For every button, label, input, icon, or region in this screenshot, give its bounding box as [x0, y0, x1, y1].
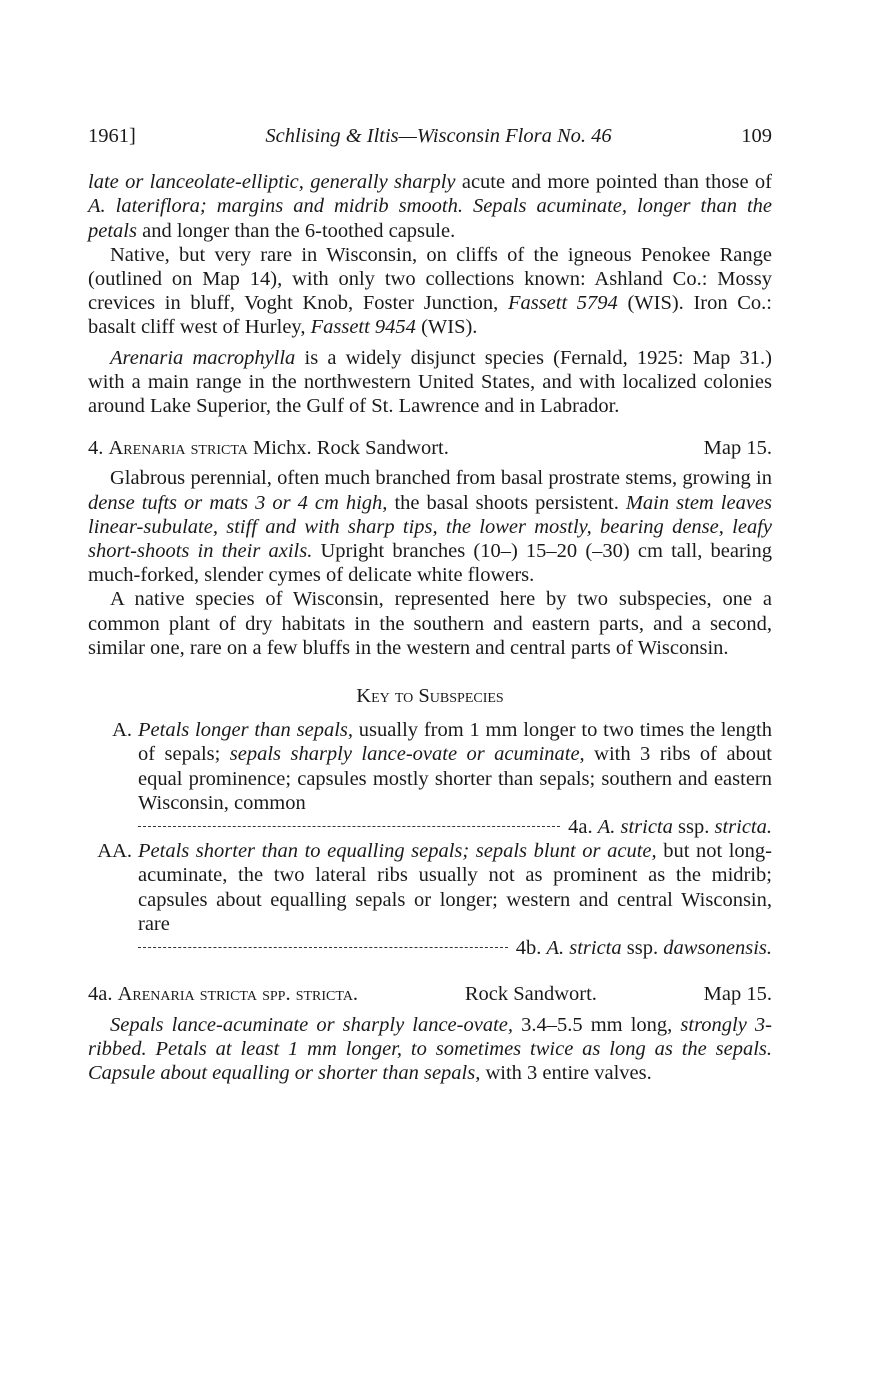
text: Glabrous perennial, often much branched from basal prostrate stems, growing in — [110, 467, 772, 490]
paragraph-distribution — [88, 243, 772, 340]
italic-text: strongly 3-ribbed. Petals at least 1 mm longer, to sometimes twice as long as the sepals. Capsule about equalling or shorter than sepals, — [88, 1013, 773, 1084]
text: the basal shoots persistent. — [387, 491, 626, 514]
text: usually from 1 mm longer to two times the length of sepals; — [138, 719, 772, 766]
text: and longer than the 6-toothed capsule. — [136, 219, 456, 242]
text: acute and more pointed than those of — [455, 171, 772, 194]
text: 4a. — [568, 816, 598, 839]
species-title — [88, 436, 449, 460]
running-head — [88, 124, 772, 148]
italic-text: Sepals lance-acuminate or sharply lance-ovate, — [110, 1013, 514, 1036]
italic-text: A. stricta — [546, 937, 622, 960]
key-text — [138, 718, 772, 815]
species-authority: Michx. Rock Sandwort. — [247, 437, 449, 460]
key-lead-line — [138, 815, 772, 839]
italic-text: stricta. — [714, 816, 772, 839]
italic-text: Fassett 5794 — [507, 292, 618, 315]
subspecies-epithet: stricta. — [295, 983, 359, 1006]
leader-dashes — [138, 826, 560, 827]
text: with 3 ribs of about equal prominence; capsules mostly shorter than sepals; southern and eastern Wisconsin, common — [138, 743, 772, 814]
year-label: 1961] — [88, 125, 136, 147]
text: with 3 entire valves. — [480, 1061, 652, 1084]
paragraph-leaf-description — [88, 170, 772, 243]
italic-text: Petals longer than sepals, — [138, 719, 353, 742]
italic-text: A. stricta — [597, 816, 673, 839]
text: (WIS). — [415, 316, 478, 339]
italic-text: sepals sharply lance-ovate or acuminate, — [229, 743, 585, 766]
italic-text: Petals shorter than to equalling sepals; sepals blunt or acute, — [138, 840, 657, 863]
subspecies-name: Arenaria stricta — [117, 983, 257, 1006]
paragraph-range — [88, 346, 772, 419]
italic-text: dense tufts or mats 3 or 4 cm high, — [88, 491, 388, 514]
text: Upright branches (10–) 15–20 (–30) cm tall, bearing much-forked, slender cymes of delicate white flowers. — [88, 540, 772, 587]
text: 4b. — [515, 937, 547, 960]
text: but not long-acuminate, the two lateral ribs usually not as prominent as the midrib; capsules about equalling sepals or longer; western and central Wisconsin, rare — [138, 840, 772, 935]
key-text — [138, 839, 772, 936]
subspecies-rank: spp. — [256, 983, 296, 1006]
species-heading — [88, 436, 772, 460]
text: 3.4–5.5 mm long, — [513, 1013, 681, 1036]
text: ssp. — [621, 937, 664, 960]
species-name: Arenaria stricta — [108, 437, 248, 460]
key-label: AA. — [97, 840, 132, 863]
map-reference: Map 15. — [703, 983, 772, 1006]
italic-text: Main stem leaves linear-subulate, stiff and with sharp tips, the lower mostly, bearing dense, leafy short-shoots in their axils. — [88, 491, 772, 563]
text: is a widely disjunct species (Fernald, 1925: Map 31.) with a main range in the northwestern United States, and with localized colonies around Lake Superior, the Gulf of St. Lawrence and in Labrador. — [88, 346, 772, 418]
leader-dashes — [138, 947, 508, 948]
map-reference: Map 15. — [703, 437, 772, 460]
text: A native species of Wisconsin, represented here by two subspecies, one a common plant of dry habitats in the southern and eastern parts, and a second, similar one, rare on a few bluffs in the western and central parts of Wisconsin. — [88, 588, 772, 659]
italic-text: dawsonensis. — [663, 937, 772, 960]
running-title: Schlising & Iltis—Wisconsin Flora No. 46 — [265, 125, 612, 147]
subspecies-heading — [88, 982, 772, 1006]
italic-text: Fassett 9454 — [310, 316, 416, 339]
text: ssp. — [672, 816, 715, 839]
italic-text: late or lanceolate-elliptic, generally sharply — [88, 171, 456, 194]
italic-text: Arenaria macrophylla — [110, 346, 296, 369]
subspecies-title — [88, 982, 358, 1006]
key-entry-aa — [88, 839, 772, 960]
document-page — [88, 124, 772, 1085]
text: (WIS). Iron Co.: basalt cliff west of Hurley, — [88, 292, 772, 339]
species-number: 4. — [88, 437, 109, 460]
key-lead-line — [138, 936, 772, 960]
key-result — [568, 815, 772, 839]
key-title: Key to Subspecies — [356, 685, 504, 708]
paragraph-subspecies-intro — [88, 587, 772, 660]
common-name: Rock Sandwort. — [464, 983, 597, 1006]
paragraph-species-description — [88, 466, 772, 587]
subspecies-number: 4a. — [88, 983, 118, 1006]
key-label: A. — [112, 719, 132, 742]
italic-text: A. lateriflora; margins and midrib smooth. Sepals acuminate, longer than the petals — [88, 195, 772, 242]
key-entry-a — [88, 718, 772, 839]
page-number: 109 — [741, 125, 772, 147]
paragraph-subspecies-description — [88, 1013, 772, 1086]
key-result — [516, 936, 772, 960]
text: Native, but very rare in Wisconsin, on cliffs of the igneous Penokee Range (outlined on Map 14), with only two collections known: Ashland Co.: Mossy crevices in bluff, Voght Knob, Foster Junction, — [88, 243, 772, 315]
